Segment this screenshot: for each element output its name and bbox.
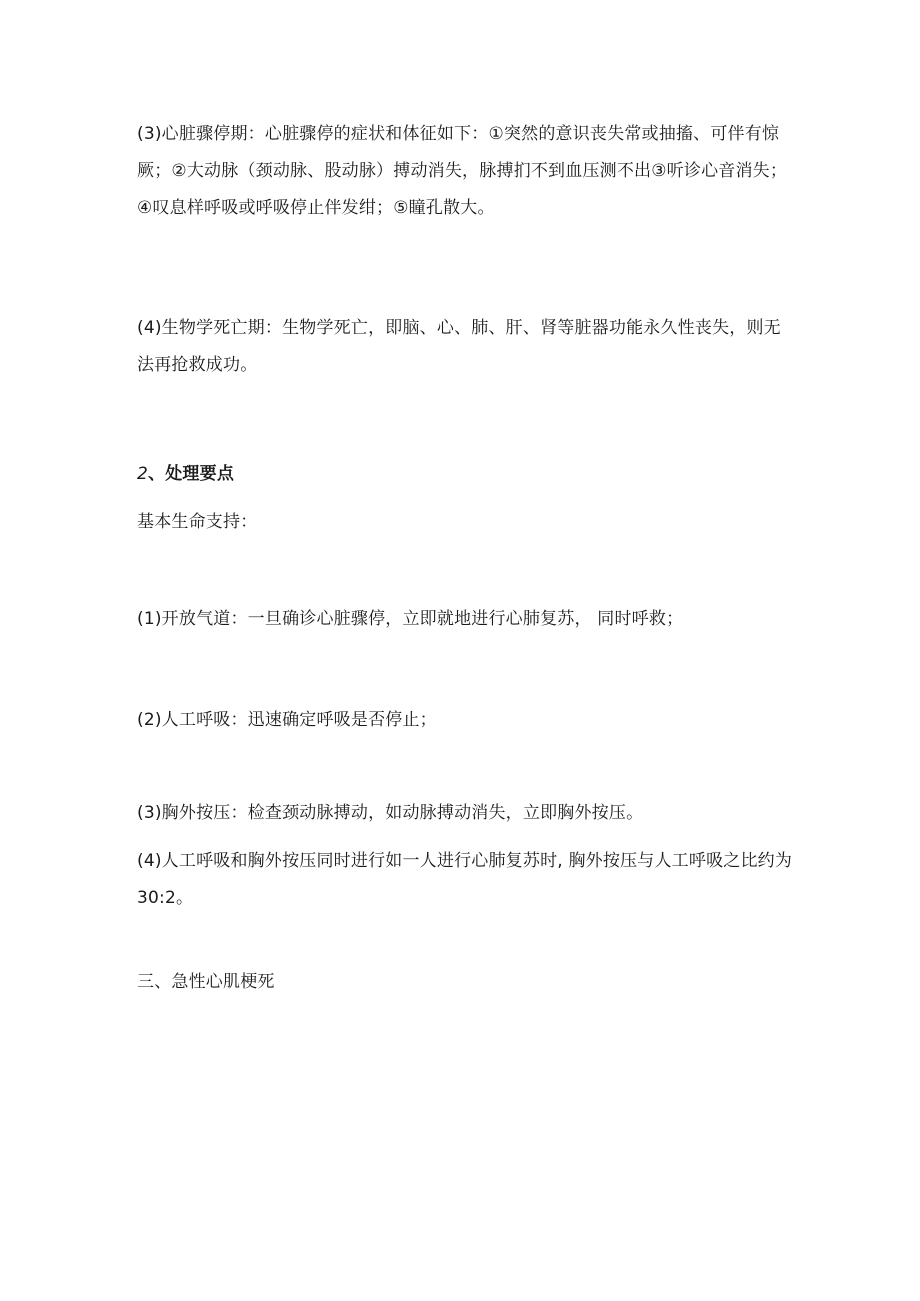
section-heading-text: 、处理要点	[148, 464, 235, 484]
step-combined-cpr: (4)人工呼吸和胸外按压同时进行如一人进行心肺复苏时, 胸外按压与人工呼吸之比约为 30:2。	[137, 851, 793, 908]
subheading-basic-life-support: 基本生命支持：	[137, 512, 258, 532]
chapter-heading-acute-mi: 三、急性心肌梗死	[137, 972, 275, 992]
section-heading	[137, 456, 797, 493]
paragraph-biological-death-phase: (4)生物学死亡期：生物学死亡，即脑、心、肺、肝、肾等脏器功能永久性丧失，则无法再抢救成功。	[137, 318, 781, 375]
paragraph-cardiac-arrest-phase: (3)心脏骤停期：心脏骤停的症状和体征如下：①突然的意识丧失常或抽搐、可伴有惊厥；②大动脉（颈动脉、股动脉）搏动消失，脉搏扪不到血压测不出③听诊心音消失；④叹息样呼吸或呼吸停止伴发绀；⑤瞳孔散大。	[137, 124, 788, 218]
section-heading-number: 2	[137, 464, 149, 484]
step-open-airway: (1)开放气道：一旦确诊心脏骤停，立即就地进行心肺复苏， 同时呼救；	[137, 609, 684, 629]
step-artificial-respiration: (2)人工呼吸：迅速确定呼吸是否停止；	[137, 710, 437, 730]
step-chest-compression: (3)胸外按压：检查颈动脉搏动，如动脉搏动消失，立即胸外按压。	[137, 803, 644, 823]
